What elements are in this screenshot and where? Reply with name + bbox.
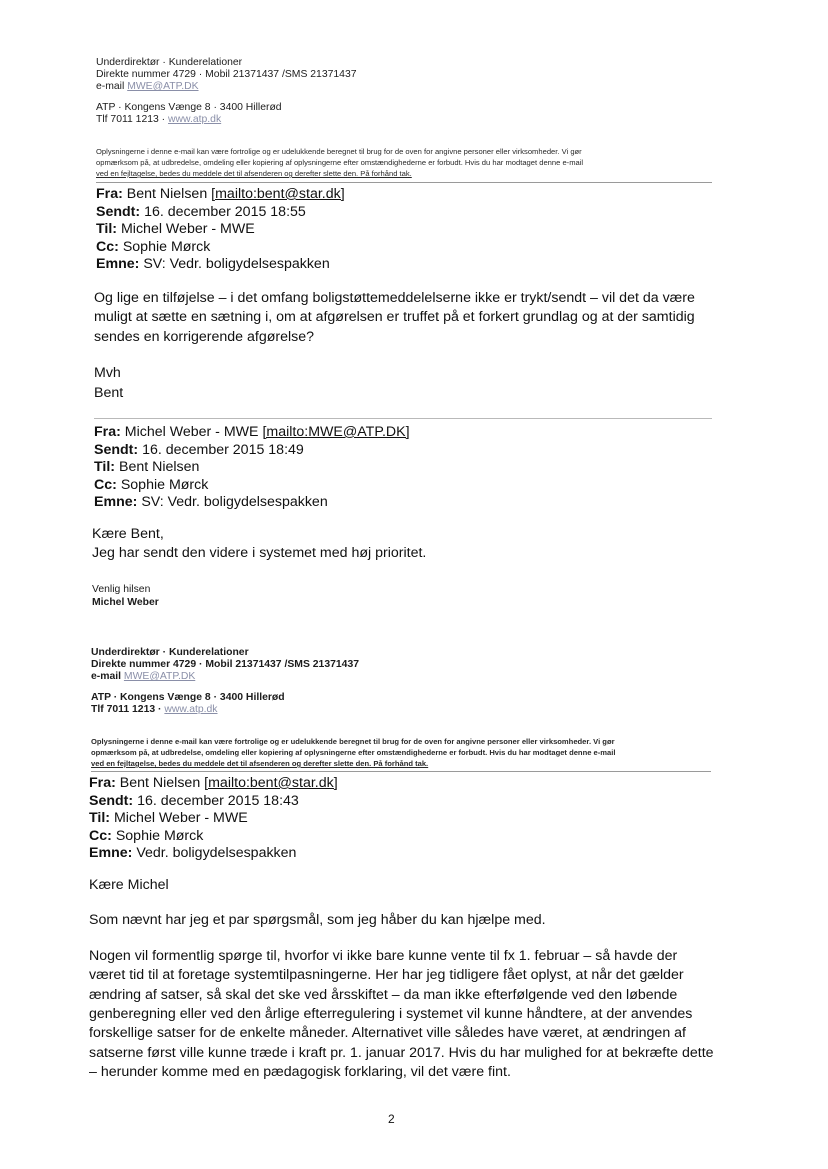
from-value: Bent Nielsen <box>126 186 208 202</box>
body-line: været tid til at foretage systemtilpasningerne. Her har jeg tidligere fået oplyst, at når det gælder <box>89 967 684 984</box>
cc-label: Cc: <box>89 827 112 844</box>
email-label: e-mail <box>91 671 122 682</box>
header-from-row <box>94 424 410 442</box>
email-header-3 <box>89 775 338 863</box>
cc-value: Sophie Mørck <box>120 476 209 493</box>
email-link[interactable]: MWE@ATP.DK <box>123 671 196 682</box>
to-label: Til: <box>89 810 111 826</box>
header-from-row <box>96 186 345 204</box>
disclaimer-line: Oplysningerne i denne e-mail kan være fortrolige og er udelukkende beregnet til brug for de oven for angivne personer eller virksomheder. Vi gør <box>96 147 582 156</box>
header-cc-row <box>94 477 410 495</box>
header-subject-row <box>94 494 410 512</box>
from-value: Michel Weber - MWE <box>124 424 259 440</box>
greeting: Kære Bent, <box>92 526 164 542</box>
disclaimer-line: opmærksom på, at udbredelse, omdeling eller kopiering af oplysningerne efter omstændighederne er forbudt. Hvis du har modtaget denne e-mail <box>96 158 584 167</box>
subject-label: Emne: <box>89 845 133 861</box>
header-cc-row <box>96 239 345 257</box>
signature-title: Underdirektør · Kunderelationer <box>96 57 243 68</box>
subject-value: Vedr. boligydelsespakken <box>136 845 297 861</box>
header-subject-row <box>89 845 338 863</box>
signature-address: ATP · Kongens Vænge 8 · 3400 Hillerød <box>96 102 282 113</box>
email-label: e-mail <box>96 81 125 92</box>
body-line: sendes en korrigerende afgørelse? <box>94 328 315 345</box>
to-label: Til: <box>96 221 118 237</box>
cc-label: Cc: <box>96 238 119 255</box>
closing-mvh: Mvh <box>94 365 121 382</box>
to-value: Bent Nielsen <box>118 459 200 475</box>
header-to-row <box>94 459 410 477</box>
body-line: Og lige en tilføjelse – i det omfang boligstøttemeddelelserne ikke er trykt/sendt – vil det da være <box>94 290 695 306</box>
website-link[interactable]: www.atp.dk <box>168 114 222 125</box>
signature-phone-web-row <box>96 114 357 126</box>
website-link[interactable]: www.atp.dk <box>164 704 218 715</box>
phone-label: Tlf 7011 1213 · <box>96 114 166 125</box>
disclaimer-line: ved en fejltagelse, bedes du meddele det til afsenderen og derefter slette den. På forhånd tak. <box>91 759 429 768</box>
disclaimer-mid <box>91 736 731 769</box>
signature-email-row <box>91 671 359 683</box>
regards: Venlig hilsen <box>92 584 151 595</box>
header-sent-row <box>96 204 345 222</box>
body-line: forskellige satser for de enkelte måneder. Alternativet ville således have været, at ændringen af <box>89 1025 686 1042</box>
sent-label: Sendt: <box>94 441 139 458</box>
separator-line <box>91 771 711 772</box>
phone-label: Tlf 7011 1213 · <box>91 704 162 715</box>
sent-value: 16. december 2015 18:43 <box>137 792 299 809</box>
body-line: Nogen vil formentlig spørge til, hvorfor vi ikke bare kunne vente til fx 1. februar – så havde der <box>89 947 678 964</box>
signature-phone-line: Direkte nummer 4729 · Mobil 21371437 /SMS 21371437 <box>96 69 357 80</box>
from-mailto-link[interactable]: [mailto:bent@star.dk] <box>204 775 338 791</box>
sent-value: 16. december 2015 18:55 <box>144 203 306 220</box>
disclaimer-top <box>96 146 736 179</box>
signature-email-row <box>96 81 357 93</box>
email-body-1 <box>94 289 695 403</box>
from-label: Fra: <box>96 186 123 202</box>
greeting: Kære Michel <box>89 877 169 893</box>
cc-value: Sophie Mørck <box>122 238 211 255</box>
subject-label: Emne: <box>96 256 140 272</box>
header-to-row <box>96 221 345 239</box>
from-mailto-link[interactable]: [mailto:bent@star.dk] <box>211 186 345 202</box>
from-mailto-link[interactable]: [mailto:MWE@ATP.DK] <box>262 424 410 440</box>
signature-address: ATP · Kongens Vænge 8 · 3400 Hillerød <box>91 692 285 703</box>
body-line: satserne først ville kunne træde i kraft pr. 1. januar 2017. Hvis du har mulighed for at bekræfte dette <box>89 1044 714 1061</box>
sent-label: Sendt: <box>96 203 141 220</box>
disclaimer-line: Oplysningerne i denne e-mail kan være fortrolige og er udelukkende beregnet til brug for de oven for angivne personer eller virksomheder. Vi gør <box>91 737 615 746</box>
email-header-2 <box>94 424 410 512</box>
from-label: Fra: <box>94 424 121 440</box>
subject-label: Emne: <box>94 494 138 510</box>
header-cc-row <box>89 828 338 846</box>
cc-value: Sophie Mørck <box>115 827 204 844</box>
body-line: muligt at sætte en sætning i, om at afgørelsen er truffet på et forkert grundlag og at der samtidig <box>94 309 695 326</box>
to-value: Michel Weber - MWE <box>120 221 255 237</box>
signature-phone-line: Direkte nummer 4729 · Mobil 21371437 /SMS 21371437 <box>91 659 359 670</box>
email-body-2 <box>92 525 426 564</box>
signature-phone-web-row <box>91 704 359 716</box>
separator-line <box>96 182 712 183</box>
disclaimer-line: ved en fejltagelse, bedes du meddele det til afsenderen og derefter slette den. På forhånd tak. <box>96 169 412 178</box>
email-link[interactable]: MWE@ATP.DK <box>127 81 199 92</box>
subject-value: SV: Vedr. boligydelsespakken <box>143 256 330 272</box>
signature-title: Underdirektør · Kunderelationer <box>91 647 249 658</box>
body-line: – herunder komme med en pædagogisk forklaring, vil det være fint. <box>89 1064 511 1081</box>
header-to-row <box>89 810 338 828</box>
cc-label: Cc: <box>94 476 117 493</box>
to-label: Til: <box>94 459 116 475</box>
sent-label: Sendt: <box>89 792 134 809</box>
to-value: Michel Weber - MWE <box>113 810 248 826</box>
disclaimer-line: opmærksom på, at udbredelse, omdeling eller kopiering af oplysningerne efter omstændighederne er forbudt. Hvis du har modtaget denne e-mail <box>91 748 616 757</box>
header-sent-row <box>94 442 410 460</box>
header-from-row <box>89 775 338 793</box>
email-header-1 <box>96 186 345 274</box>
page-number: 2 <box>388 1112 395 1126</box>
subject-value: SV: Vedr. boligydelsespakken <box>141 494 328 510</box>
body-line: ændring af satser, så skal det ske ved årsskiftet – da man ikke efterfølgende ved den løbende <box>89 986 678 1003</box>
separator-line <box>94 418 712 419</box>
signature-block-mid <box>91 647 359 716</box>
header-sent-row <box>89 793 338 811</box>
body-paragraph: Som nævnt har jeg et par spørgsmål, som jeg håber du kan hjælpe med. <box>89 912 546 929</box>
email-body-3 <box>89 876 714 1083</box>
closing-block <box>92 584 159 609</box>
from-value: Bent Nielsen <box>119 775 201 791</box>
from-label: Fra: <box>89 775 116 791</box>
body-line: Jeg har sendt den videre i systemet med høj prioritet. <box>92 545 427 562</box>
sender-name: Michel Weber <box>92 596 159 608</box>
body-line: genberegning eller ved den årlige efterregulering i systemet vil kunne håndtere, at der anvendes <box>89 1006 693 1023</box>
closing-name: Bent <box>94 384 124 401</box>
sent-value: 16. december 2015 18:49 <box>142 441 304 458</box>
header-subject-row <box>96 256 345 274</box>
signature-block-top <box>96 57 357 126</box>
